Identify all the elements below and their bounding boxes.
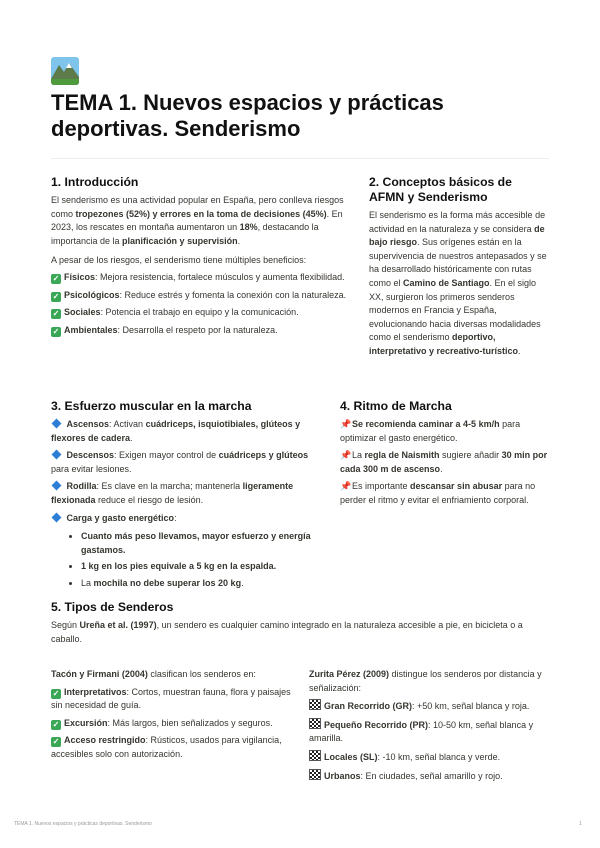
column-tacon-firmani (51, 668, 297, 762)
list-item: Descensos: Exigen mayor control de cuádriceps y glúteos para evitar lesiones. (51, 450, 309, 474)
list-item: Gran Recorrido (GR): +50 km, señal blanca y roja. (309, 699, 549, 714)
list-item: Locales (SL): -10 km, señal blanca y verde. (309, 750, 549, 765)
page-title: TEMA 1. Nuevos espacios y prácticas deportivas. Senderismo (51, 90, 444, 141)
list-item: Ascensos: Activan cuádriceps, isquiotibiales, glúteos y flexores de cadera. (51, 419, 301, 443)
mountain-landscape-icon (51, 57, 79, 85)
chequered-flag-icon (309, 750, 321, 761)
list-item: ✓ Ambientales: Desarrolla el respeto por la naturaleza. (52, 324, 278, 336)
check-mark-button-icon: ✓ (52, 326, 60, 336)
section-introduccion (51, 175, 349, 337)
list-item: Pequeño Recorrido (PR): 10-50 km, señal blanca y amarilla. (309, 719, 534, 744)
chequered-flag-icon (309, 699, 321, 710)
check-mark-button-icon: ✓ (52, 273, 60, 283)
pushpin-icon: 📌 (340, 450, 352, 461)
list-item: ✓ Acceso restringido: Rústicos, usados para vigilancia, accesibles solo con autorización. (51, 735, 282, 759)
paragraph: Zurita Pérez (2009) distingue los senderos por distancia y señalización: (309, 669, 542, 693)
blue-diamond-icon (52, 481, 62, 491)
chequered-flag-icon (309, 769, 321, 780)
list-item: ✓ Sociales: Potencia el trabajo en equipo y la comunicación. (52, 307, 299, 319)
check-mark-button-icon: ✓ (52, 737, 60, 747)
section-heading: 2. Conceptos básicos de AFMN y Senderismo (369, 175, 512, 204)
section-heading: 5. Tipos de Senderos (51, 600, 174, 614)
check-mark-button-icon: ✓ (52, 309, 60, 319)
section-conceptos (369, 175, 549, 359)
list-item: ✓ Físicos: Mejora resistencia, fortalece músculos y aumenta flexibilidad. (52, 271, 345, 283)
section-esfuerzo (51, 399, 313, 594)
list-item: ✓ Excursión: Más largos, bien señalizados y seguros. (52, 717, 273, 729)
paragraph: El senderismo es una actividad popular en España, pero conlleva riesgos como tropezones (52%) y errores en la toma de decisiones (45%). En 2023, los rescates en montaña aumentaron un 18%, destacando la importancia de la planificación y supervisión. (51, 195, 344, 246)
divider (51, 158, 549, 159)
section-heading: 3. Esfuerzo muscular en la marcha (51, 399, 252, 413)
paragraph: El senderismo es la forma más accesible de actividad en la naturaleza y se considera de bajo riesgo. Sus orígenes están en la supervivencia de nuestros antepasados y se ha desarrollado históricamente con rutas como el Camino de Santiago. En el siglo XX, surgieron los primeros senderos modernos en Francia y España, evolucionando hacia diversas modalidades como el senderismo deportivo, interpretativo y recreativo-turístico. (369, 210, 547, 356)
section-heading: 4. Ritmo de Marcha (340, 399, 452, 413)
blue-diamond-icon (52, 450, 62, 460)
column-zurita-perez (309, 668, 549, 783)
list-item: Carga y gasto energético: (51, 512, 313, 526)
section-ritmo (340, 399, 549, 508)
page-footer: TEMA 1. Nuevos espacios y prácticas deportivas. Senderismo (14, 821, 152, 827)
paragraph: Según Ureña et al. (1997), un sendero es cualquier camino integrado en la naturaleza accesible a pie, en bicicleta o a caballo. (51, 620, 523, 644)
paragraph: Tacón y Firmani (2004) clasifican los senderos en: (51, 669, 256, 679)
list-item: • Cuanto más peso llevamos, mayor esfuerzo y energía gastamos. (81, 530, 313, 557)
bullet-list (51, 530, 313, 590)
list-item: 📌La regla de Naismith sugiere añadir 30 min por cada 300 m de ascenso. (340, 450, 548, 474)
list-item: • 1 kg en los pies equivale a 5 kg en la espalda. (81, 560, 313, 574)
section-tipos (51, 600, 549, 646)
chequered-flag-icon (309, 718, 321, 729)
page-number: 1 (579, 821, 582, 827)
section-heading: 1. Introducción (51, 175, 139, 189)
list-item: ✓ Psicológicos: Reduce estrés y fomenta la conexión con la naturaleza. (52, 289, 347, 301)
check-mark-button-icon: ✓ (52, 291, 60, 301)
list-item: 📌Es importante descansar sin abusar para no perder el ritmo y evitar el enfriamiento corporal. (340, 481, 536, 505)
list-item: • La mochila no debe superar los 20 kg. (81, 577, 313, 591)
list-item: Rodilla: Es clave en la marcha; mantenerla ligeramente flexionada reduce el riesgo de lesión. (51, 481, 294, 505)
blue-diamond-icon (52, 512, 62, 522)
list-item: ✓ Interpretativos: Cortos, muestran fauna, flora y paisajes sin necesidad de guía. (51, 686, 291, 711)
list-item: 📌Se recomienda caminar a 4-5 km/h para optimizar el gasto energético. (340, 419, 521, 443)
pushpin-icon: 📌 (340, 481, 352, 492)
check-mark-button-icon: ✓ (52, 719, 60, 729)
paragraph: A pesar de los riesgos, el senderismo tiene múltiples beneficios: (51, 255, 307, 266)
blue-diamond-icon (52, 419, 62, 429)
list-item: Urbanos: En ciudades, señal amarillo y rojo. (309, 769, 549, 784)
pushpin-icon: 📌 (340, 419, 352, 429)
check-mark-button-icon: ✓ (52, 688, 60, 698)
